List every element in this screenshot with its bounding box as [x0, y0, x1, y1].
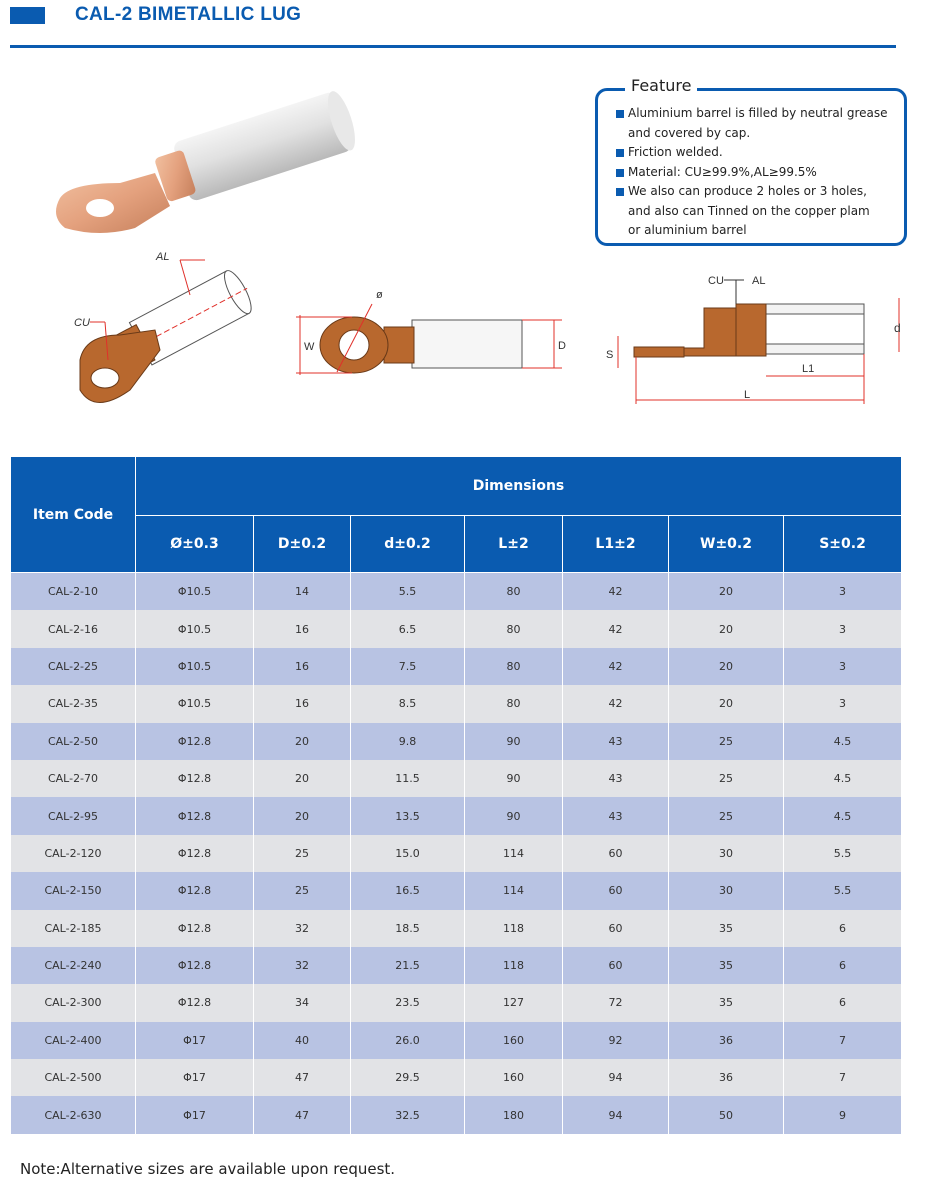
dimension-cell: 118 [465, 910, 563, 947]
dimension-cell: 16 [254, 685, 351, 722]
feature-item: We also can produce 2 holes or 3 holes, and also can Tinned on the copper plam or aluminium barrel [616, 182, 906, 241]
item-code-cell: CAL-2-70 [11, 760, 136, 797]
dimension-cell: 43 [563, 760, 669, 797]
dimension-cell: 60 [563, 872, 669, 909]
column-header: L±2 [465, 516, 563, 573]
dimension-cell: 50 [669, 1096, 784, 1133]
bullet-square-icon [616, 110, 624, 118]
column-header: L1±2 [563, 516, 669, 573]
dimension-cell: 94 [563, 1096, 669, 1133]
dimension-cell: 6 [784, 984, 902, 1021]
dimension-cell: 80 [465, 685, 563, 722]
dimension-cell: 32.5 [351, 1096, 465, 1133]
dimension-cell: 20 [669, 610, 784, 647]
dimension-cell: 90 [465, 760, 563, 797]
dimension-cell: Φ10.5 [136, 685, 254, 722]
item-code-cell: CAL-2-16 [11, 610, 136, 647]
dimension-cell: 42 [563, 573, 669, 611]
diagram-label-s: S [606, 349, 614, 361]
dimension-cell: 35 [669, 910, 784, 947]
diagram-label-phi: ø [376, 289, 383, 301]
dimension-cell: Φ12.8 [136, 723, 254, 760]
dimension-cell: 114 [465, 835, 563, 872]
item-code-cell: CAL-2-150 [11, 872, 136, 909]
dimension-cell: 20 [254, 760, 351, 797]
dimension-cell: Φ12.8 [136, 984, 254, 1021]
bullet-square-icon [616, 169, 624, 177]
dimension-cell: 42 [563, 685, 669, 722]
dimension-cell: 32 [254, 910, 351, 947]
section-view-diagram [604, 268, 914, 410]
product-photo [40, 88, 370, 248]
dimension-cell: 21.5 [351, 947, 465, 984]
dimension-cell: 72 [563, 984, 669, 1021]
dimension-cell: Φ17 [136, 1022, 254, 1059]
column-header-row [11, 516, 902, 573]
dimension-cell: 36 [669, 1059, 784, 1096]
dimension-cell: 16 [254, 648, 351, 685]
column-header: S±0.2 [784, 516, 902, 573]
table-body [11, 573, 902, 1134]
dimension-cell: 114 [465, 872, 563, 909]
page-title: CAL-2 BIMETALLIC LUG [75, 4, 302, 25]
bullet-square-icon [616, 149, 624, 157]
table-row [11, 984, 902, 1021]
diagram-label-l1: L1 [802, 363, 815, 375]
table-row [11, 610, 902, 647]
dimension-cell: 5.5 [784, 872, 902, 909]
feature-list [616, 104, 906, 241]
item-code-cell: CAL-2-630 [11, 1096, 136, 1133]
table-row [11, 573, 902, 611]
dimension-cell: 32 [254, 947, 351, 984]
dimension-cell: 23.5 [351, 984, 465, 1021]
dimension-cell: 20 [669, 685, 784, 722]
dimension-cell: 25 [254, 872, 351, 909]
dimension-cell: 20 [254, 723, 351, 760]
dimension-cell: 6 [784, 910, 902, 947]
dimension-cell: 9.8 [351, 723, 465, 760]
diagram-label-al-section: AL [752, 275, 766, 287]
dimension-cell: Φ17 [136, 1096, 254, 1133]
column-header: W±0.2 [669, 516, 784, 573]
item-code-cell: CAL-2-185 [11, 910, 136, 947]
title-divider [10, 45, 896, 48]
dimension-cell: 42 [563, 648, 669, 685]
dimension-cell: Φ17 [136, 1059, 254, 1096]
item-code-cell: CAL-2-25 [11, 648, 136, 685]
bullet-square-icon [616, 188, 624, 196]
dimension-cell: 42 [563, 610, 669, 647]
feature-item: Friction welded. [616, 143, 906, 163]
dimension-cell: 92 [563, 1022, 669, 1059]
dimension-cell: 36 [669, 1022, 784, 1059]
dimension-cell: 6.5 [351, 610, 465, 647]
dimension-cell: 7.5 [351, 648, 465, 685]
diagram-label-cu: CU [74, 317, 90, 329]
dimension-cell: 5.5 [351, 573, 465, 611]
top-view-diagram [292, 282, 582, 392]
dimension-cell: Φ10.5 [136, 573, 254, 611]
dimension-cell: 90 [465, 797, 563, 834]
dimension-cell: Φ12.8 [136, 910, 254, 947]
dimension-cell: 35 [669, 947, 784, 984]
title-accent-bar [10, 7, 45, 24]
dimension-cell: 3 [784, 685, 902, 722]
dimension-cell: 60 [563, 910, 669, 947]
item-code-cell: CAL-2-35 [11, 685, 136, 722]
dimension-cell: Φ10.5 [136, 610, 254, 647]
feature-item: Aluminium barrel is filled by neutral grease and covered by cap. [616, 104, 906, 143]
dimension-cell: 4.5 [784, 723, 902, 760]
dimension-cell: 20 [254, 797, 351, 834]
dimension-cell: 13.5 [351, 797, 465, 834]
dimension-cell: 11.5 [351, 760, 465, 797]
dimension-cell: 34 [254, 984, 351, 1021]
diagram-label-d-lower: d [894, 321, 901, 335]
dimension-cell: 3 [784, 610, 902, 647]
dimension-cell: 20 [669, 573, 784, 611]
dimension-cell: 3 [784, 573, 902, 611]
dimension-cell: 20 [669, 648, 784, 685]
dimensions-header: Dimensions [136, 457, 902, 516]
dimension-cell: Φ12.8 [136, 872, 254, 909]
item-code-cell: CAL-2-95 [11, 797, 136, 834]
dimension-cell: 25 [254, 835, 351, 872]
dimension-cell: 90 [465, 723, 563, 760]
diagram-label-d-upper: D [558, 340, 566, 352]
dimension-cell: 30 [669, 872, 784, 909]
table-row [11, 872, 902, 909]
dimension-cell: 94 [563, 1059, 669, 1096]
dimension-cell: 80 [465, 573, 563, 611]
footnote: Note:Alternative sizes are available upon request. [20, 1160, 396, 1178]
perspective-diagram [60, 240, 280, 420]
dimension-cell: 80 [465, 648, 563, 685]
dimension-cell: 29.5 [351, 1059, 465, 1096]
dimension-cell: 18.5 [351, 910, 465, 947]
dimension-cell: 60 [563, 947, 669, 984]
diagram-label-w: W [304, 341, 315, 353]
item-code-header: Item Code [11, 457, 136, 573]
table-row [11, 685, 902, 722]
table-row [11, 1096, 902, 1133]
diagram-label-l: L [744, 389, 751, 401]
dimension-cell: 7 [784, 1059, 902, 1096]
feature-title: Feature [625, 76, 697, 95]
table-row [11, 797, 902, 834]
table-row [11, 648, 902, 685]
item-code-cell: CAL-2-240 [11, 947, 136, 984]
diagram-label-cu-section: CU [708, 275, 724, 287]
table-row [11, 723, 902, 760]
table-row [11, 760, 902, 797]
dimension-cell: 47 [254, 1059, 351, 1096]
dimension-cell: 6 [784, 947, 902, 984]
dimension-cell: 7 [784, 1022, 902, 1059]
dimension-cell: 16 [254, 610, 351, 647]
dimension-cell: Φ12.8 [136, 947, 254, 984]
dimension-cell: Φ12.8 [136, 797, 254, 834]
dimension-cell: 180 [465, 1096, 563, 1133]
diagram-label-al: AL [156, 251, 170, 263]
table-row [11, 910, 902, 947]
item-code-cell: CAL-2-300 [11, 984, 136, 1021]
column-header: Ø±0.3 [136, 516, 254, 573]
dimension-cell: 127 [465, 984, 563, 1021]
dimension-cell: 4.5 [784, 760, 902, 797]
dimension-cell: 30 [669, 835, 784, 872]
dimension-cell: Φ12.8 [136, 760, 254, 797]
dimension-cell: 40 [254, 1022, 351, 1059]
table-row [11, 1059, 902, 1096]
dimension-cell: 3 [784, 648, 902, 685]
dimension-cell: 25 [669, 797, 784, 834]
column-header: D±0.2 [254, 516, 351, 573]
dimension-cell: 80 [465, 610, 563, 647]
dimension-cell: 60 [563, 835, 669, 872]
table-row [11, 835, 902, 872]
dimension-cell: 16.5 [351, 872, 465, 909]
table-row [11, 1022, 902, 1059]
dimensions-table [10, 456, 902, 1134]
dimension-cell: 160 [465, 1022, 563, 1059]
dimension-cell: 15.0 [351, 835, 465, 872]
column-header: d±0.2 [351, 516, 465, 573]
dimension-cell: 35 [669, 984, 784, 1021]
dimension-cell: 14 [254, 573, 351, 611]
item-code-cell: CAL-2-400 [11, 1022, 136, 1059]
dimension-cell: 47 [254, 1096, 351, 1133]
dimension-cell: 25 [669, 723, 784, 760]
dimension-cell: Φ12.8 [136, 835, 254, 872]
dimension-cell: 26.0 [351, 1022, 465, 1059]
dimension-cell: 9 [784, 1096, 902, 1133]
dimension-cell: 118 [465, 947, 563, 984]
dimension-cell: 43 [563, 723, 669, 760]
feature-item: Material: CU≥99.9%,AL≥99.5% [616, 163, 906, 183]
item-code-cell: CAL-2-500 [11, 1059, 136, 1096]
dimension-cell: 5.5 [784, 835, 902, 872]
dimension-cell: 8.5 [351, 685, 465, 722]
item-code-cell: CAL-2-10 [11, 573, 136, 611]
item-code-cell: CAL-2-50 [11, 723, 136, 760]
table-row [11, 947, 902, 984]
dimension-cell: 43 [563, 797, 669, 834]
dimension-cell: 25 [669, 760, 784, 797]
dimension-cell: Φ10.5 [136, 648, 254, 685]
dimension-cell: 4.5 [784, 797, 902, 834]
item-code-cell: CAL-2-120 [11, 835, 136, 872]
dimension-cell: 160 [465, 1059, 563, 1096]
